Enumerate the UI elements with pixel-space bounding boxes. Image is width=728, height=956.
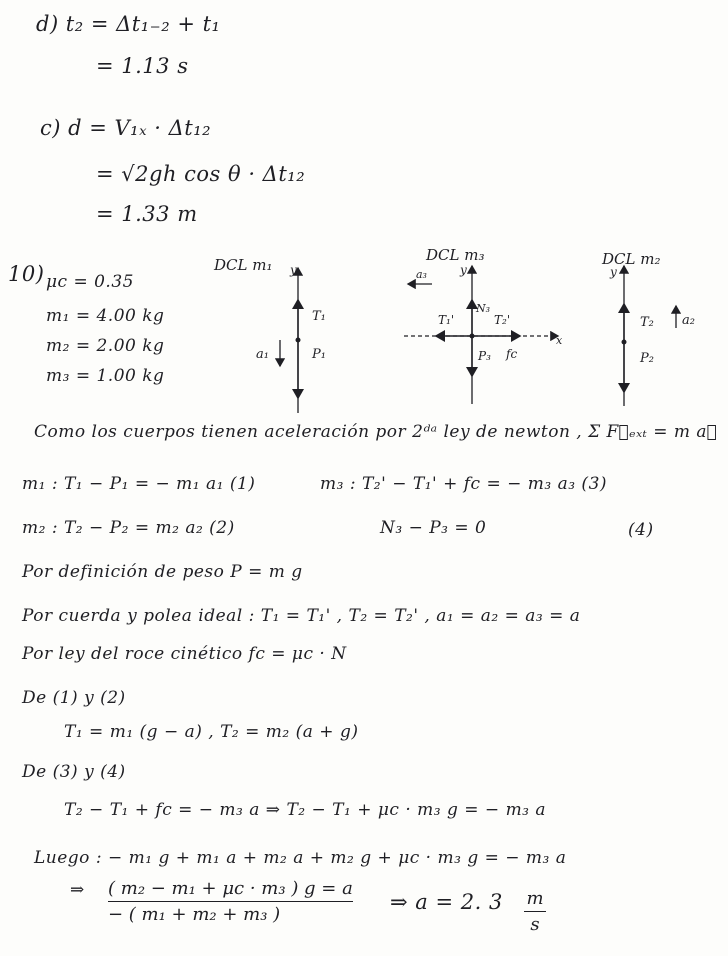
dcl-m3-axis-x: x	[556, 334, 563, 347]
free-body-diagram-m3	[396, 244, 566, 414]
dcl-m1-accel: a₁	[256, 347, 269, 362]
part-d-line1: d) t₂ = Δt₁₋₂ + t₁	[36, 12, 221, 36]
equation-m1: m₁ : T₁ − P₁ = − m₁ a₁ (1)	[22, 474, 256, 494]
part-c-line2: = √2gh cos θ · Δt₁₂	[96, 162, 306, 186]
dcl-m2-tension: T₂	[640, 315, 654, 330]
dcl-m3-accel: a₃	[416, 268, 427, 281]
result-unit	[524, 888, 546, 935]
implies-arrow: ⇒	[70, 880, 85, 900]
dcl-m3-normal: N₃	[476, 302, 491, 315]
dcl-m3-weight: P₃	[478, 349, 491, 363]
unit-numerator: m	[526, 888, 544, 909]
result-value: ⇒ a = 2. 3	[390, 890, 503, 914]
combined-equation: T₂ − T₁ + fc = − m₃ a ⇒ T₂ − T₁ + μc · m₃ g = − m₃ a	[64, 800, 547, 820]
given-m2: m₂ = 2.00 kg	[46, 336, 165, 356]
equation-4-tag: (4)	[628, 520, 654, 540]
from-1-2: De (1) y (2)	[22, 688, 126, 708]
fraction-denominator: − ( m₁ + m₂ + m₃ )	[108, 901, 353, 925]
part-d-line2: = 1.13 s	[96, 54, 189, 78]
dcl-m2-axis-y: y	[610, 265, 617, 279]
dcl-m1-title: DCL m₁	[214, 256, 273, 274]
dcl-m3-t2: T₂'	[494, 313, 511, 327]
fraction-numerator: ( m₂ − m₁ + μc · m₃ ) g = a	[108, 878, 353, 899]
dcl-m3-title: DCL m₃	[426, 246, 485, 264]
dcl-m2-accel: a₂	[682, 313, 695, 328]
part-c-line1: c) d = V₁ₓ · Δt₁₂	[40, 116, 212, 140]
from-3-4: De (3) y (4)	[22, 762, 126, 782]
problem-number: 10)	[8, 262, 45, 286]
dcl-m3-t1: T₁'	[438, 313, 455, 327]
dcl-m2-weight: P₂	[640, 351, 654, 366]
dcl-m1-weight: P₁	[312, 347, 326, 362]
free-body-diagram-m1	[200, 248, 330, 418]
dcl-m2-title: DCL m₂	[602, 250, 661, 268]
part-c-line3: = 1.33 m	[96, 202, 198, 226]
dcl-m3-axis-y: y	[460, 263, 467, 277]
equation-m2: m₂ : T₂ − P₂ = m₂ a₂ (2)	[22, 518, 235, 538]
dcl-m1-tension: T₁	[312, 309, 326, 324]
def-weight: Por definición de peso P = m g	[22, 562, 303, 582]
dcl-m1-axis-y: y	[290, 263, 297, 277]
friction-law: Por ley del roce cinético fc = μc · N	[22, 644, 347, 664]
free-body-diagram-m2	[588, 244, 718, 414]
given-m1: m₁ = 4.00 kg	[46, 306, 165, 326]
acceleration-fraction	[108, 878, 353, 925]
given-mu: μc = 0.35	[46, 272, 134, 292]
equation-n3: N₃ − P₃ = 0	[380, 518, 487, 538]
equation-m3: m₃ : T₂' − T₁' + fc = − m₃ a₃ (3)	[320, 474, 608, 494]
given-m3: m₃ = 1.00 kg	[46, 366, 165, 386]
luego-line: Luego : − m₁ g + m₁ a + m₂ a + m₂ g + μc · m₃ g = − m₃ a	[34, 848, 567, 868]
ideal-rope: Por cuerda y polea ideal : T₁ = T₁' , T₂ = T₂' , a₁ = a₂ = a₃ = a	[22, 606, 581, 626]
dcl-m3-friction: fc	[506, 347, 518, 361]
unit-denominator: s	[524, 911, 546, 935]
intro-line: Como los cuerpos tienen aceleración por 2ᵈᵃ ley de newton , Σ F⃗ₑₓₜ = m a⃗	[34, 422, 718, 442]
tensions-line: T₁ = m₁ (g − a) , T₂ = m₂ (a + g)	[64, 722, 359, 742]
